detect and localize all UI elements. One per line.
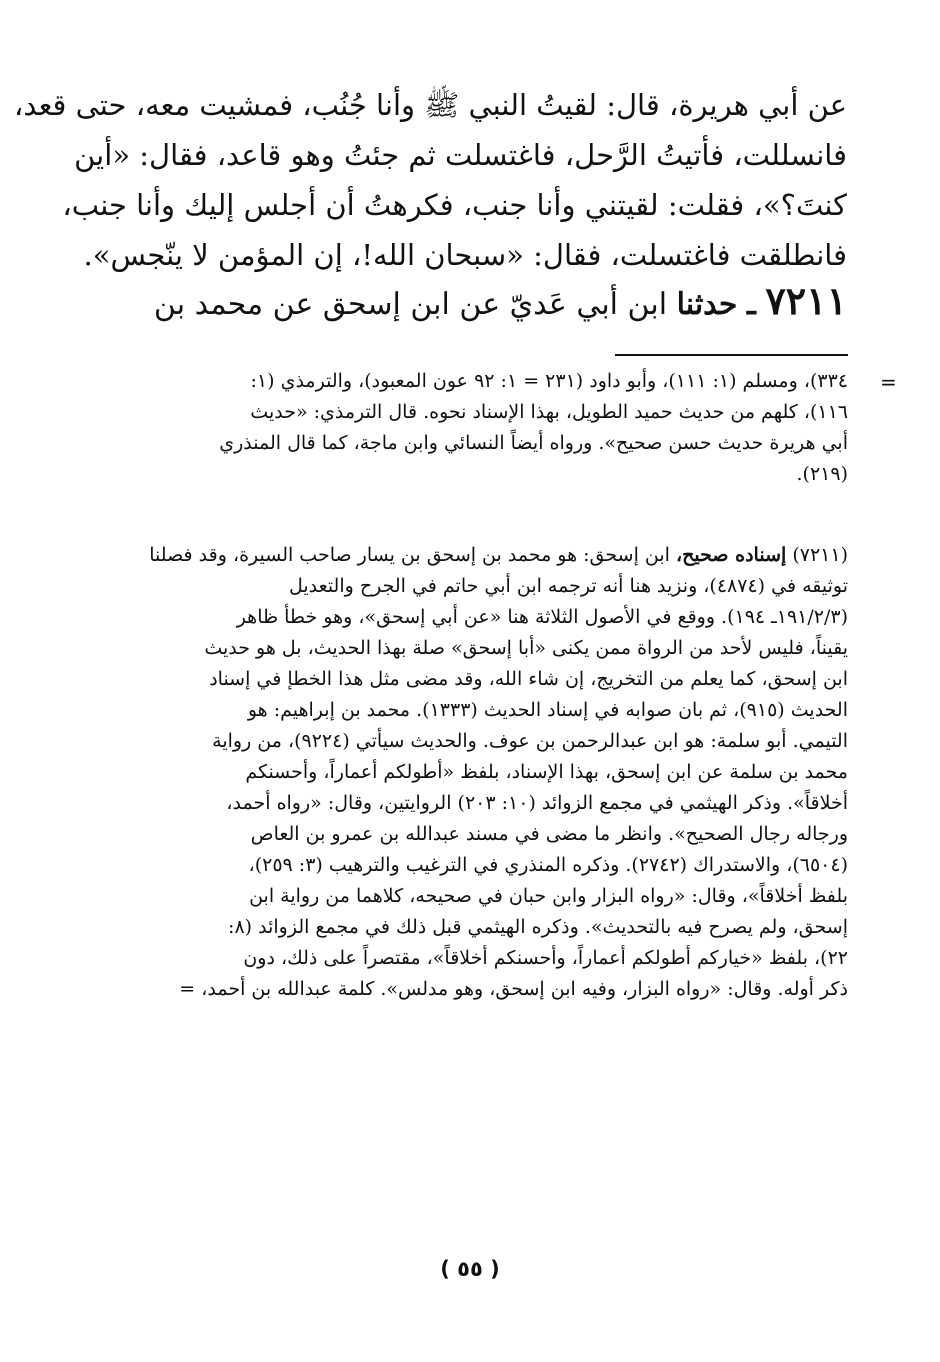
footnote-line: ذكر أوله. وقال: «رواه البزار، وفيه ابن إسحق، وهو مدلس». كلمة عبدالله بن أحمد، = bbox=[179, 978, 848, 1000]
hadith-haddathana: حدثنا bbox=[676, 287, 738, 322]
hadith-heading bbox=[135, 276, 847, 330]
main-text-line: كنتَ؟»، فقلت: لقيتني وأنا جنب، فكرهتُ أن أجلس إليك وأنا جنب، bbox=[62, 188, 847, 222]
main-text-line: عن أبي هريرة، قال: لقيتُ النبي ﷺ وأنا جُنُب، فمشيت معه، حتى قعد، bbox=[13, 88, 847, 122]
footnote-line: ١١٦)، كلهم من حديث حميد الطويل، بهذا الإسناد نحوه. قال الترمذي: «حديث bbox=[250, 401, 848, 423]
footnote-line: محمد بن سلمة عن ابن إسحق، بهذا الإسناد، بلفظ «أطولكم أعماراً، وأحسنكم bbox=[245, 761, 848, 783]
main-text-line: فانسللت، فأتيتُ الرَّحل، فاغتسلت ثم جئتُ وهو قاعد، فقال: «أين bbox=[74, 138, 847, 172]
footnote-line: التيمي. أبو سلمة: هو ابن عبدالرحمن بن عوف. والحديث سيأتي (٩٢٢٤)، من رواية bbox=[212, 730, 848, 752]
footnote-line: أبي هريرة حديث حسن صحيح». ورواه أيضاً النسائي وابن ماجة، كما قال المنذري bbox=[219, 432, 848, 454]
footnote-line: الحديث (٩١٥)، ثم بان صوابه في إسناد الحديث (١٣٣٣). محمد بن إبراهيم: هو bbox=[247, 699, 848, 721]
footnote-line: (٢١٩). bbox=[796, 463, 848, 485]
hadith-isnad-text: ابن أبي عَديّ عن ابن إسحق عن محمد بن bbox=[153, 287, 668, 322]
footnote-7211 bbox=[110, 540, 848, 1005]
footnote-lead: إسناده صحيح، bbox=[676, 544, 787, 566]
footnote-line: توثيقه في (٤٨٧٤)، ونزيد هنا أنه ترجمه ابن أبي حاتم في الجرح والتعديل bbox=[289, 575, 848, 597]
footnote-first-line-text: ابن إسحق: هو محمد بن إسحق بن يسار صاحب السيرة، وقد فصلنا bbox=[149, 544, 670, 566]
footnote-line: ابن إسحق، كما يعلم من التخريج، إن شاء الله، وقد مضى مثل هذا الخطإ في إسناد bbox=[209, 668, 848, 690]
footnote-line: يقيناً، فليس لأحد من الرواة ممن يكنى «أبا إسحق» صلة بهذا الحديث، بل هو حديث bbox=[204, 637, 848, 659]
hadith-number: ٧٢١١ bbox=[765, 278, 847, 323]
footnote-line: ورجاله رجال الصحيح». وانظر ما مضى في مسند عبدالله بن عمرو بن العاص bbox=[250, 823, 848, 845]
footnote-first-line bbox=[110, 540, 848, 571]
footnote-line: أخلاقاً». وذكر الهيثمي في مجمع الزوائد (١٠: ٢٠٣) الروايتين، وقال: «رواه أحمد، bbox=[226, 792, 848, 814]
hadith-dash: ـ bbox=[747, 287, 756, 322]
footnote-line: (١٩١/٢/٣ـ ١٩٤). ووقع في الأصول الثلاثة هنا «عن أبي إسحق»، وهو خطأ ظاهر bbox=[236, 606, 848, 628]
footnote-line: إسحق، ولم يصرح فيه بالتحديث». وذكره الهيثمي قبل ذلك في مجمع الزوائد (٨: bbox=[228, 916, 848, 938]
footnote-divider bbox=[615, 354, 848, 356]
footnote-previous bbox=[140, 366, 848, 490]
footnote-line: (٦٥٠٤)، والاستدراك (٢٧٤٢). وذكره المنذري في الترغيب والترهيب (٣: ٢٥٩)، bbox=[248, 854, 848, 876]
main-text bbox=[13, 80, 847, 280]
main-text-line: فانطلقت فاغتسلت، فقال: «سبحان الله!، إن المؤمن لا ينّجس». bbox=[83, 238, 847, 272]
footnote-line: ٣٣٤)، ومسلم (١: ١١١)، وأبو داود (٢٣١ = ١: ٩٢ عون المعبود)، والترمذي (١: bbox=[250, 370, 848, 392]
continuation-mark: = bbox=[880, 370, 897, 394]
footnote-line: بلفظ أخلاقاً»، وقال: «رواه البزار وابن حبان في صحيحه، كلاهما من رواية ابن bbox=[249, 885, 848, 907]
page-number: ( ٥٥ ) bbox=[440, 1257, 500, 1281]
footnote-line: ٢٢)، بلفظ «خياركم أطولكم أعماراً، وأحسنكم أخلاقاً»، مقتصراً على ذلك، دون bbox=[243, 947, 848, 969]
footnote-number: (٧٢١١) bbox=[792, 544, 848, 566]
